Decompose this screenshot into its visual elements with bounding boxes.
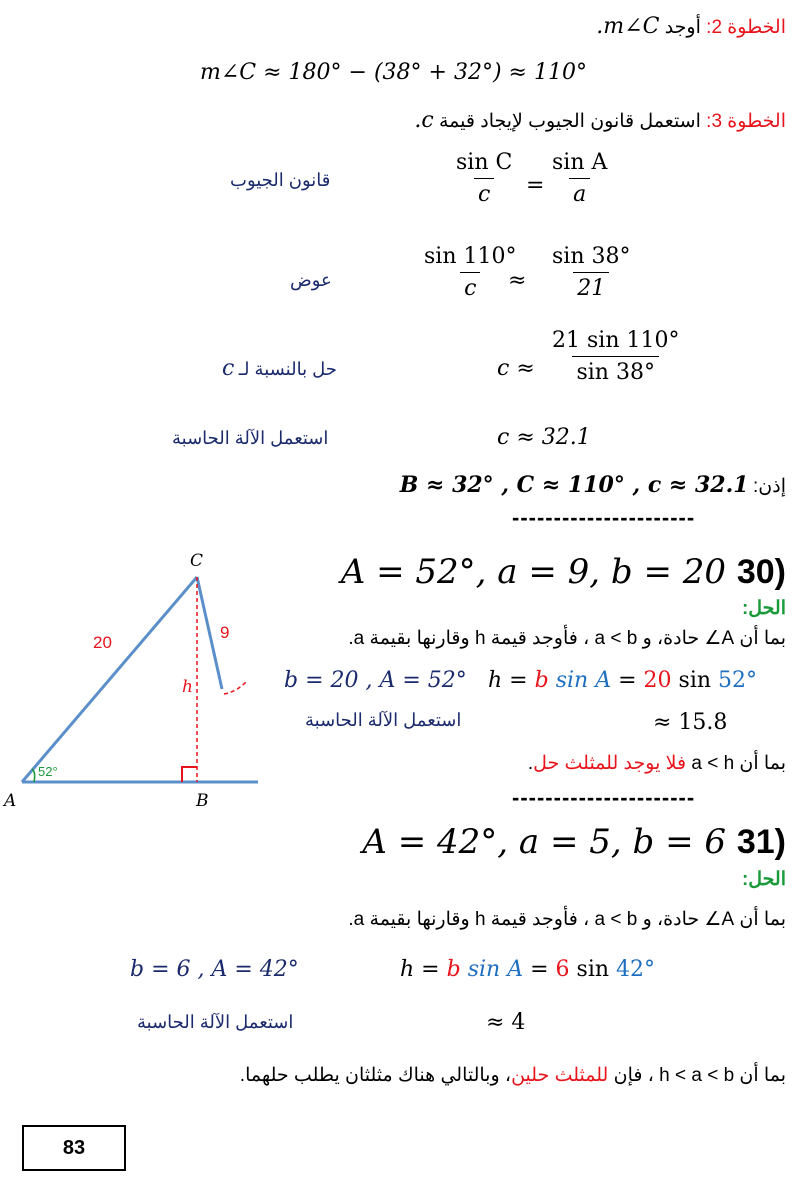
fraction-numerator: sin C xyxy=(456,150,513,175)
problem-30-number: (30 xyxy=(736,553,786,591)
problem-31-given: A = 42°, a = 5, b = 6 xyxy=(362,822,727,862)
problem-31-solution-label: الحل: xyxy=(741,869,786,890)
problem-30-calc-label: استعمل الآلة الحاسبة xyxy=(305,710,462,730)
sin-text: sin xyxy=(678,668,712,693)
vertex-c-label: C xyxy=(190,551,204,571)
problem-31-number: (31 xyxy=(736,823,786,861)
b-var: b xyxy=(446,957,461,982)
calculator-result-1: c ≈ 32.1 xyxy=(497,425,591,450)
conclusion-end: . xyxy=(527,753,534,774)
step2-label: الخطوة 2: xyxy=(706,17,786,38)
sin-a: sin A xyxy=(467,957,524,982)
problem-30-conclusion xyxy=(528,752,786,775)
arc-marker xyxy=(224,682,246,694)
side-a-label: 9 xyxy=(220,623,230,642)
h-var: h xyxy=(488,668,503,693)
eq-sign-2: = xyxy=(530,957,549,982)
solve-fraction xyxy=(548,328,683,385)
problem-30-solution-label: الحل: xyxy=(741,598,786,619)
fraction-numerator: sin 110° xyxy=(424,244,517,269)
calculator-label-1: استعمل الآلة الحاسبة xyxy=(172,428,329,448)
divider-2: ---------------------- xyxy=(512,785,696,810)
side-b-line xyxy=(22,577,197,782)
solve-lhs: c ≈ xyxy=(497,356,535,381)
step2-text: أوجد xyxy=(664,17,701,38)
fraction-denominator: a xyxy=(569,178,590,207)
equation-mC: m∠C ≈ 180° − (38° + 32°) ≈ 110° xyxy=(200,60,587,85)
problem-30-approx: ≈ 15.8 xyxy=(653,710,728,735)
right-angle-marker xyxy=(182,767,197,782)
triangle-diagram xyxy=(0,540,280,811)
problem-31-heading xyxy=(362,822,786,862)
conclusion-1 xyxy=(400,472,786,498)
conclusion-red: للمثلث حلين xyxy=(511,1065,609,1086)
law-of-sines-label: قانون الجيوب xyxy=(230,170,331,190)
sub-right-fraction xyxy=(548,244,634,301)
side-a-line xyxy=(197,577,222,689)
eq-sign-2: = xyxy=(618,668,637,693)
eq-sign: = xyxy=(509,668,528,693)
vertex-b-label: B xyxy=(196,791,209,811)
problem-31-approx: ≈ 4 xyxy=(486,1010,526,1035)
step3-label: الخطوة 3: xyxy=(706,111,786,132)
height-label: h xyxy=(182,677,193,697)
conclusion-end: ، وبالتالي هناك مثلثان يطلب حلهما. xyxy=(239,1065,512,1086)
solve-for-c-label xyxy=(222,356,337,381)
law-left-fraction xyxy=(452,150,516,207)
problem-30-line1: بما أن A∠ حادة، و a < b ، فأوجد قيمة h وقارنها بقيمة a. xyxy=(348,628,786,649)
step2-math: m∠C. xyxy=(596,14,660,39)
law-right-fraction xyxy=(548,150,611,207)
equals-sign: = xyxy=(526,173,545,198)
step3-math: c. xyxy=(414,108,434,133)
solve-var: c xyxy=(222,356,235,381)
problem-30-given: A = 52°, a = 9, b = 20 xyxy=(340,552,727,592)
fraction-denominator: c xyxy=(460,272,480,301)
h-var: h xyxy=(400,957,415,982)
problem-31-conclusion xyxy=(240,1064,786,1087)
vertex-a-label: A xyxy=(4,791,17,811)
problem-31-values: b = 6 , A = 42° xyxy=(130,957,299,982)
problem-30-heading xyxy=(341,552,786,592)
conclusion-pre: بما أن h < a < b ، فإن xyxy=(613,1065,786,1086)
b-value: 20 xyxy=(643,668,672,693)
problem-31-calc-label: استعمل الآلة الحاسبة xyxy=(137,1012,294,1032)
conclusion-result: B ≈ 32° , C ≈ 110° , c ≈ 32.1 xyxy=(399,472,749,498)
b-value: 6 xyxy=(555,957,570,982)
problem-31-h-equation xyxy=(400,957,655,982)
step2-line xyxy=(596,14,786,39)
conclusion-red: فلا يوجد للمثلث حل xyxy=(533,753,687,774)
conclusion-pre: بما أن a < h xyxy=(691,753,786,774)
fraction-numerator: sin A xyxy=(552,150,608,175)
fraction-numerator: sin 38° xyxy=(552,244,631,269)
fraction-denominator: c xyxy=(474,178,494,207)
problem-30-values: b = 20 , A = 52° xyxy=(284,668,467,693)
step3-line xyxy=(414,108,786,133)
sin-text: sin xyxy=(576,957,610,982)
sin-a: sin A xyxy=(555,668,612,693)
side-b-label: 20 xyxy=(93,633,112,652)
approx-sign: ≈ xyxy=(508,268,527,293)
angle-label: 52° xyxy=(38,764,58,779)
divider-1: ---------------------- xyxy=(512,505,696,530)
angle-value: 52° xyxy=(718,668,758,693)
page-number: 83 xyxy=(22,1125,126,1171)
b-var: b xyxy=(534,668,549,693)
step3-text: استعمل قانون الجيوب لإيجاد قيمة xyxy=(438,111,701,132)
fraction-denominator: 21 xyxy=(573,272,609,301)
eq-sign: = xyxy=(421,957,440,982)
problem-31-line1: بما أن A∠ حادة، و a < b ، فأوجد قيمة h وقارنها بقيمة a. xyxy=(348,909,786,930)
sub-left-fraction xyxy=(420,244,520,301)
fraction-denominator: sin 38° xyxy=(572,356,658,385)
problem-30-h-equation xyxy=(488,668,757,693)
solve-label-text: حل بالنسبة لـ xyxy=(238,359,337,379)
angle-value: 42° xyxy=(616,957,656,982)
fraction-numerator: 21 sin 110° xyxy=(552,328,680,353)
conclusion-prefix: إذن: xyxy=(753,476,786,497)
substitute-label: عوض xyxy=(290,270,332,290)
